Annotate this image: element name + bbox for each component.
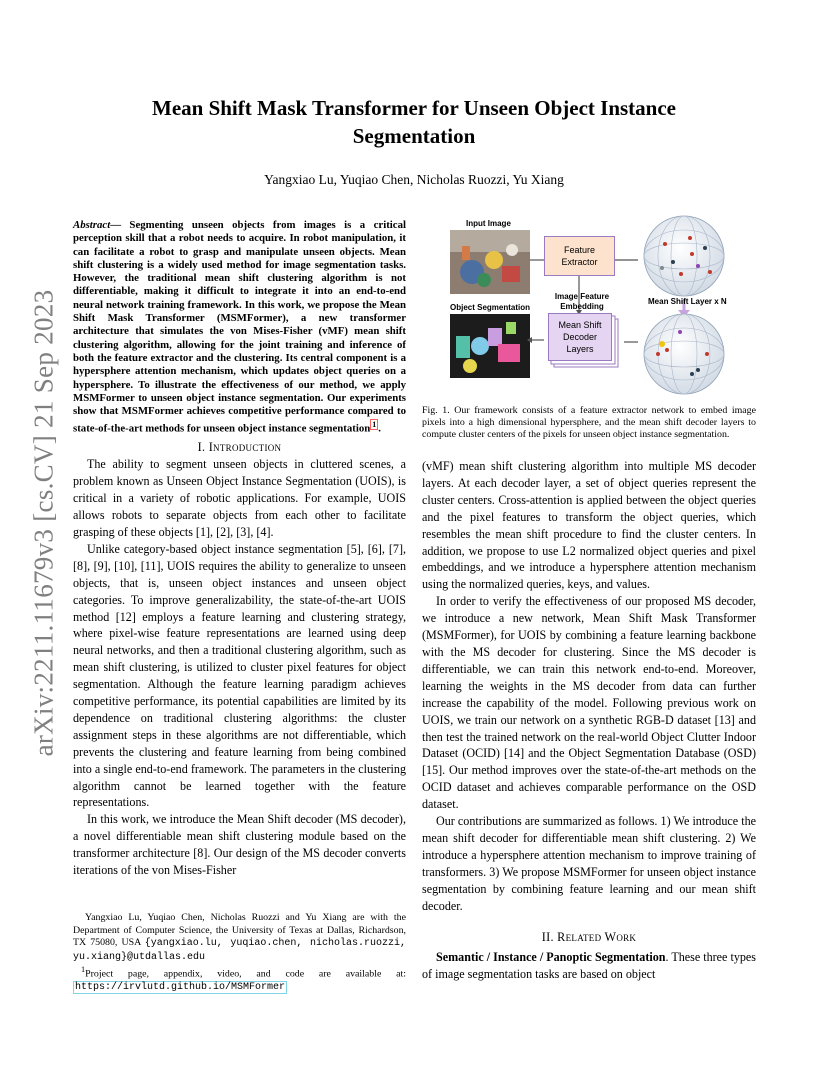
related-work-bold-lead: Semantic / Instance / Panoptic Segmentation xyxy=(436,950,666,965)
intro-paragraph-3: In this work, we introduce the Mean Shift decoder (MS decoder), a novel differentiable mean shift clustering module based on the transformer architecture [8]. Our design of the MS decoder converts iterations of the von Mises-Fisher xyxy=(73,812,406,878)
arxiv-identifier-text: arXiv:2211.11679v3 [cs.CV] 21 Sep 2023 xyxy=(28,289,59,757)
author-emails: {yangxiao.lu, yuqiao.chen, nicholas.ruozzi, yu.xiang}@utdallas.edu xyxy=(73,938,406,963)
section-heading-introduction xyxy=(73,440,406,455)
project-footnote-text: Project page, appendix, video, and code are available at: xyxy=(85,968,406,980)
right-paragraph-1: (vMF) mean shift clustering algorithm into multiple MS decoder layers. At each decoder layer, a set of object queries represent the cluster centers. Cross-attention is applied between the object queries and the pixel features to transform the object queries, which resembles the mean shift procedure to find the cluster centers. In addition, we propose to use L2 normalized object queries and pixel embeddings, and we introduce a hypersphere attention mechanism using the normalized queries, keys, and values. xyxy=(422,459,756,592)
abstract-footnote-link[interactable]: 1 xyxy=(372,420,377,430)
intro-paragraph-1: The ability to segment unseen objects in cluttered scenes, a problem known as Unseen Object Instance Segmentation (UOIS), is critical in a variety of robotic applications. For example, UOIS allows robots to separate objects from each other to facilitate grasping of these objects [1], [2], [3], [4]. xyxy=(73,457,406,539)
section-heading-related-work xyxy=(422,930,756,945)
right-paragraph-3: Our contributions are summarized as follows. 1) We introduce the mean shift decoder for differentiable mean shift clustering. 2) We introduce a hypersphere attention mechanism to improve training of transformers. 3) We propose MSMFormer for unseen object instance segmentation by combining feature learning and our mean shift decoder. xyxy=(422,814,756,913)
project-footnote xyxy=(73,964,406,994)
project-url-link[interactable]: https://irvlutd.github.io/MSMFormer xyxy=(75,982,286,994)
abstract-text: — Segmenting unseen objects from images is a critical perception skill that a robot needs to acquire. In robot manipulation, it can facilitate a robot to grasp and manipulate unseen objects. Mean shift clustering is a widely used method for image segmentation tasks. However, the traditional mean shift clustering algorithm is not differentiable, making it difficult to integrate it into an end-to-end neural network training framework. In this work, we propose the Mean Shift Mask Transformer (MSMFormer), a new transformer architecture that simulates the von Mises-Fisher (vMF) mean shift clustering algorithm, allowing for the joint training and inference of both the feature extractor and the clustering. Its central component is a hypersphere attention mechanism, which updates object queries on a hypersphere. To illustrate the effectiveness of our method, we apply MSMFormer to unseen object instance segmentation. Our experiments show that MSMFormer achieves competitive performance compared to state-of-the-art methods for unseen object instance segmentation xyxy=(73,219,406,436)
arxiv-identifier xyxy=(24,288,64,758)
object-segmentation-label: Object Segmentation xyxy=(450,303,531,312)
intro-paragraph-2: Unlike category-based object instance segmentation [5], [6], [7], [8], [9], [10], [11], UOIS requires the ability to generalize to unseen objects, that is, unseen object instances and unseen object categories. To improve generalizability, the state-of-the-art UOIS method [12] employs a feature learning and clustering strategy, where pixel-wise feature representations are learned using deep neural networks, and then a traditional clustering algorithm, such as mean shift clustering, is utilized to cluster pixel features for object segmentation. Although the feature learning paradigm achieves competitive performance, its potential capabilities are limited by its dependence on traditional clustering algorithms: the cluster assignment steps in these algorithms are not differentiable, which prevents the clustering and feature learning from being combined into a single end-to-end framework. The parameters in the clustering algorithm cannot be learned together with the feature representations. xyxy=(73,541,406,810)
introduction-heading-text: I. Introduction xyxy=(197,440,282,455)
figure-1 xyxy=(422,214,756,400)
image-feature-embedding-label: Image Feature Embedding xyxy=(554,292,610,311)
related-work-heading-text: II. Related Work xyxy=(541,930,637,945)
affiliation-text: Yangxiao Lu, Yuqiao Chen, Nicholas Ruozzi and Yu Xiang are with the Department of Computer Science, the University of Texas at Dallas, Richardson, TX 75080, USA xyxy=(73,912,406,949)
mean-shift-decoder-box: Mean Shift Decoder Layers xyxy=(548,313,612,361)
input-image-label: Input Image xyxy=(466,219,511,228)
paper-title: Mean Shift Mask Transformer for Unseen Object Instance Segmentation xyxy=(152,96,676,148)
hypersphere-embedding xyxy=(644,216,724,296)
mean-shift-layer-label: Mean Shift Layer x N xyxy=(648,297,727,306)
related-work-text: . These three types of image segmentation tasks are based on object xyxy=(422,950,756,982)
project-footnote-mark: 1 xyxy=(81,965,86,975)
figure-1-caption: Fig. 1. Our framework consists of a feature extractor network to embed image pixels into a high dimensional hypersphere, and the mean shift decoder layers to compute cluster centers of the pixels for unseen object instance segmentation. xyxy=(422,405,756,440)
abstract: Abstract— Segmenting unseen objects from images is a critical perception skill that a robot needs to acquire. In robot manipulation, it can facilitate a robot to grasp and manipulate unseen objects. Mean shift clustering is a widely used method for image segmentation tasks. However, the traditional mean shift clustering algorithm is not differentiable, making it difficult to integrate it into an end-to-end neural network training framework. In this work, we propose the Mean Shift Mask Transformer (MSMFormer), a new transformer architecture that simulates the von Mises-Fisher (vMF) mean shift clustering algorithm, allowing for the joint training and inference of both the feature extractor and the clustering. Its central component is a hypersphere attention mechanism, which updates object queries on a hypersphere. To illustrate the effectiveness of our method, we apply MSMFormer to unseen object instance segmentation. Our experiments show that MSMFormer achieves competitive performance compared to state-of-the-art methods for unseen object instance segmentation $^1$ . xyxy=(73,219,406,436)
abstract-label: Abstract xyxy=(73,219,111,231)
right-column xyxy=(422,458,756,983)
right-paragraph-2: In order to verify the effectiveness of our proposed MS decoder, we introduce a new network, Mean Shift Mask Transformer (MSMFormer), for UOIS by combining a feature learning backbone with the MS decoder for clustering. Since the MS decoder is differentiable, we can train this network end-to-end. Moreover, learning the weights in the MS decoder from data can further increase the capability of the model. Following previous work on UOIS, we train our network on a synthetic RGB-D dataset [13] and then test the trained network on the real-world Object Clutter Indoor Dataset (OCID) [14] and the Object Segmentation Database (OSD) [15]. Our method improves over the state-of-the-art methods on the OCID dataset and achieves comparable performance on the OSD dataset. xyxy=(422,594,756,812)
paper-authors: Yangxiao Lu, Yuqiao Chen, Nicholas Ruozzi, Yu Xiang xyxy=(264,172,564,187)
hypersphere-clusters xyxy=(644,314,724,394)
feature-extractor-box: Feature Extractor xyxy=(544,236,615,276)
footnotes xyxy=(73,912,406,995)
related-work-paragraph xyxy=(422,949,756,983)
input-image-photo xyxy=(450,230,530,294)
left-column xyxy=(73,219,406,879)
object-segmentation-photo xyxy=(450,314,530,378)
affiliation-footnote xyxy=(73,912,406,964)
